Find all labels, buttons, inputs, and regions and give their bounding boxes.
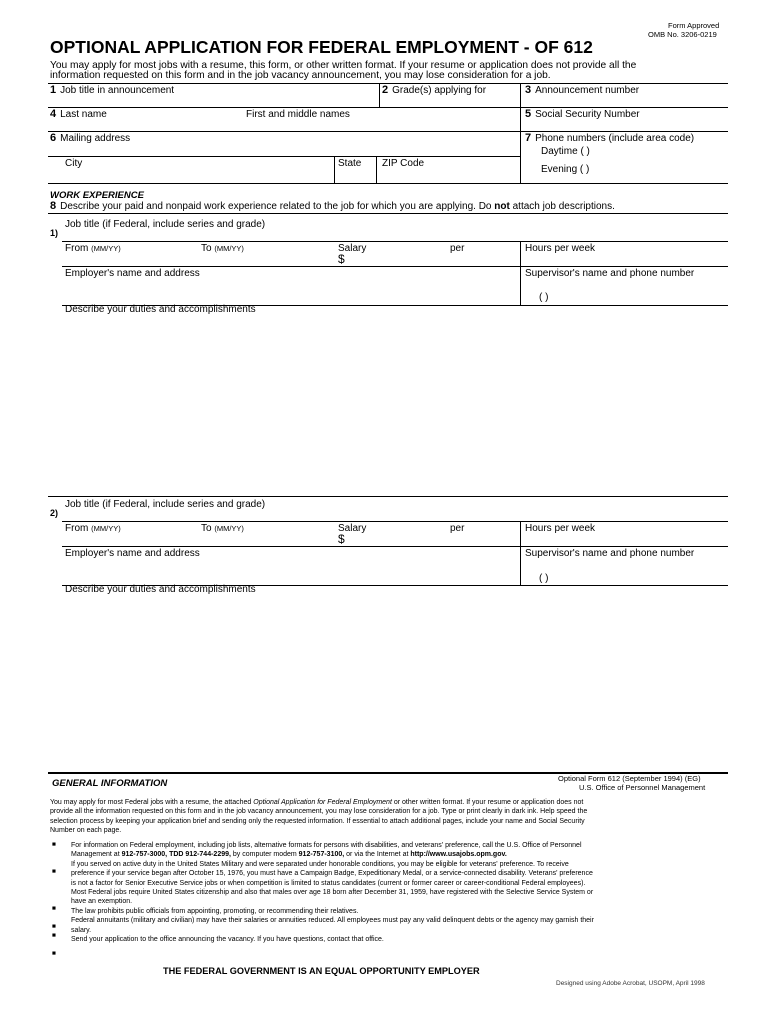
field-phone-evening[interactable]: Evening ( ): [541, 164, 590, 175]
form-approved-label: Form Approved: [668, 21, 720, 30]
bullet-icon: ■: [52, 932, 56, 939]
bullet-icon: ■: [52, 950, 56, 957]
field-city[interactable]: City: [65, 158, 83, 169]
rule: [48, 183, 728, 184]
entry-1-dollar-sign: $: [338, 252, 345, 266]
field-announcement-number[interactable]: 3 Announcement number: [525, 84, 640, 96]
field-first-middle-names[interactable]: First and middle names: [246, 109, 350, 120]
entry-1-supervisor[interactable]: Supervisor's name and phone number: [525, 268, 695, 279]
agency-name: U.S. Office of Personnel Management: [579, 783, 706, 792]
entry-2-supervisor-phone[interactable]: ( ): [539, 573, 549, 584]
entry-1-per[interactable]: per: [450, 243, 465, 254]
entry-1-supervisor-phone[interactable]: ( ): [539, 292, 549, 303]
bullet-icon: ■: [52, 905, 56, 912]
rule: [62, 241, 728, 242]
entry-2-marker: 2): [50, 508, 59, 518]
entry-2-supervisor[interactable]: Supervisor's name and phone number: [525, 548, 695, 559]
work-experience-heading: WORK EXPERIENCE: [50, 190, 144, 201]
designed-note: Designed using Adobe Acrobat, USOPM, April 1998: [556, 980, 705, 987]
field-mailing-address[interactable]: 6 Mailing address: [50, 132, 131, 144]
rule: [62, 521, 728, 522]
entry-1-hours[interactable]: Hours per week: [525, 243, 596, 254]
entry-2-hours[interactable]: Hours per week: [525, 523, 596, 534]
field-last-name[interactable]: 4 Last name: [50, 108, 107, 120]
omb-number: OMB No. 3206-0219: [648, 30, 717, 39]
entry-1-job-title[interactable]: Job title (if Federal, include series and grade): [65, 219, 266, 230]
entry-2-duties[interactable]: Describe your duties and accomplishments: [65, 584, 256, 595]
bullet-icon: ■: [52, 868, 56, 875]
divider: [379, 83, 380, 107]
divider: [520, 83, 521, 183]
intro-line-2: information requested on this form and in the job vacancy announcement, you may lose consideration for a job.: [50, 70, 551, 81]
rule: [62, 546, 728, 547]
entry-2-per[interactable]: per: [450, 523, 465, 534]
bullet-icon: ■: [52, 841, 56, 848]
entry-1-marker: 1): [50, 228, 59, 238]
form-title: OPTIONAL APPLICATION FOR FEDERAL EMPLOYMENT - OF 612: [50, 37, 593, 57]
entry-2-salary[interactable]: Salary: [338, 523, 367, 534]
entry-2-to[interactable]: To (MM/YY): [201, 523, 244, 534]
work-instruction: 8 Describe your paid and nonpaid work experience related to the job for which you are applying. Do not attach job descriptions.: [50, 200, 615, 212]
entry-1-from[interactable]: From (MM/YY): [65, 243, 121, 254]
entry-2-from[interactable]: From (MM/YY): [65, 523, 121, 534]
entry-2-dollar-sign: $: [338, 532, 345, 546]
divider: [334, 156, 335, 183]
field-ssn[interactable]: 5 Social Security Number: [525, 108, 640, 120]
rule: [48, 496, 728, 497]
entry-2-job-title[interactable]: Job title (if Federal, include series and grade): [65, 499, 266, 510]
form-id: Optional Form 612 (September 1994) (EG): [558, 774, 701, 783]
field-phone-daytime[interactable]: Daytime ( ): [541, 146, 590, 157]
field-job-title[interactable]: 1 Job title in announcement: [50, 84, 175, 96]
bullet-list: For information on Federal employment, including job lists, alternative formats for persons with disabilities, and veterans' preference, call the U.S. Office of Personnel Management at 912-757-3000, TDD 912-744-2299, by computer modem 912-757-3100, or via the Internet at http://www.usajobs.opm.gov. If you served on active duty in the United States Military and were separated under honorable conditions, you may be eligible for veterans' preference. To receive preference if your service began after October 15, 1976, you must have a Campaign Badge, Expeditionary Medal, or a service-connected disability. Veterans' preference is not a factor for Senior Executive Service jobs or when competition is limited to status candidates (current or former career or career-conditional Federal employees). Most Federal jobs require United States citizenship and also that males over age 18 born after December 31, 1959, have registered with the Selective Service System or have an exemption. The law prohibits public officials from appointing, promoting, or recommending their relatives. Federal annuitants (military and civilian) may have their salaries or annuities reduced. All employees must pay any valid delinquent debts or the agency may garnish their salary. Send your application to the office announcing the vacancy. If you have questions, contact that office.: [71, 842, 594, 944]
entry-1-salary[interactable]: Salary: [338, 243, 367, 254]
field-state[interactable]: State: [338, 158, 362, 169]
divider: [520, 521, 521, 585]
intro-line-1: You may apply for most jobs with a resume, this form, or other written format. If your resume or application does not provide all the: [50, 60, 637, 71]
general-paragraph: You may apply for most Federal jobs with a resume, the attached Optional Application for Federal Employment or other written format. If your resume or application does not provide all the information requested on this form and in the job vacancy announcement, you may lose consideration for a job. Type or print clearly in dark ink. Help speed the selection process by keeping your application brief and sending only the requested information. If essential to attach additional pages, include your name and Social Security Number on each page.: [50, 799, 588, 835]
field-phone-numbers: 7 Phone numbers (include area code): [525, 132, 695, 144]
entry-1-employer[interactable]: Employer's name and address: [65, 268, 200, 279]
entry-1-duties[interactable]: Describe your duties and accomplishments: [65, 304, 256, 315]
rule: [48, 156, 520, 157]
divider: [376, 156, 377, 183]
entry-1-to[interactable]: To (MM/YY): [201, 243, 244, 254]
general-info-heading: GENERAL INFORMATION: [52, 778, 168, 789]
bullet-icon: ■: [52, 923, 56, 930]
divider: [520, 241, 521, 305]
field-zip[interactable]: ZIP Code: [382, 158, 425, 169]
eoe-statement: THE FEDERAL GOVERNMENT IS AN EQUAL OPPORTUNITY EMPLOYER: [163, 966, 480, 976]
rule: [48, 213, 728, 214]
field-grades[interactable]: 2 Grade(s) applying for: [382, 84, 487, 96]
rule: [62, 266, 728, 267]
entry-2-employer[interactable]: Employer's name and address: [65, 548, 200, 559]
